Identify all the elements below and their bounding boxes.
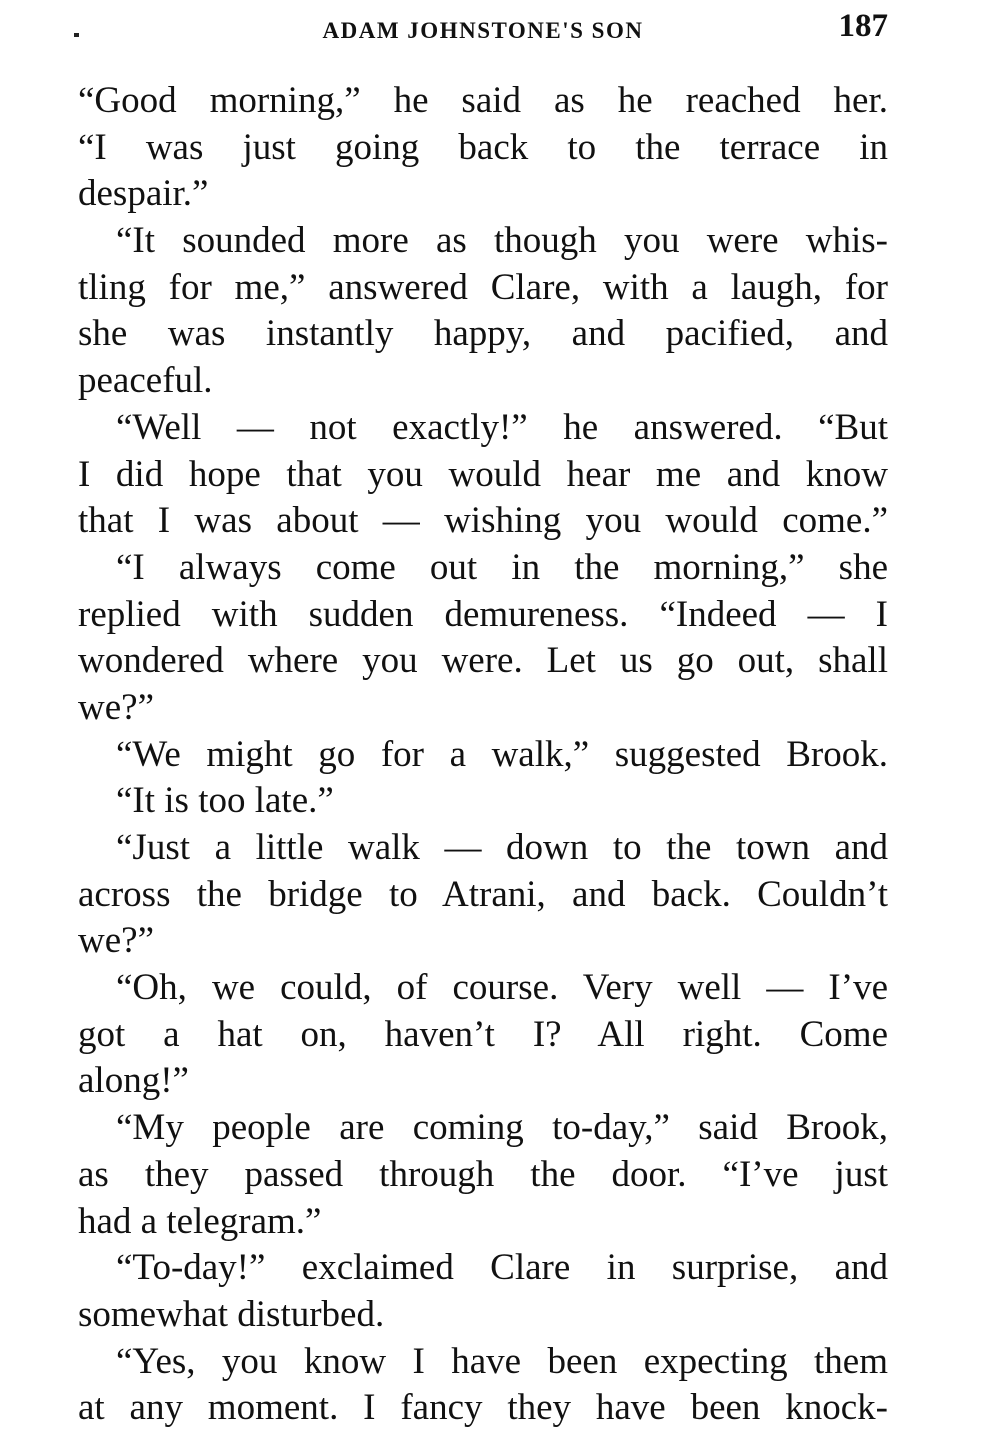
printer-mark: [74, 33, 79, 37]
running-title: ADAM JOHNSTONE'S SON: [322, 18, 644, 43]
text-line: she was instantly happy, and pacified, and: [78, 313, 888, 355]
text-line: “It is too late.”: [116, 780, 334, 822]
text-line: had a telegram.”: [78, 1200, 322, 1242]
text-line: “Yes, you know I have been expecting them: [116, 1340, 888, 1382]
text-line: along!”: [78, 1060, 189, 1102]
text-line: at any moment. I fancy they have been knock-: [78, 1387, 888, 1429]
text-line: “Oh, we could, of course. Very well — I’ve: [116, 967, 888, 1009]
text-line: as they passed through the door. “I’ve just: [78, 1153, 888, 1195]
text-line: peaceful.: [78, 360, 213, 402]
page-number: 187: [838, 8, 888, 44]
text-line: despair.”: [78, 173, 209, 215]
text-line: “I was just going back to the terrace in: [78, 126, 888, 168]
text-line: replied with sudden demureness. “Indeed — I: [78, 593, 888, 635]
text-line: “I always come out in the morning,” she: [116, 546, 888, 588]
text-line: somewhat disturbed.: [78, 1293, 385, 1335]
body-text: [78, 78, 888, 1432]
running-header: [78, 8, 888, 48]
text-line: across the bridge to Atrani, and back. Couldn’t: [78, 873, 888, 915]
text-line: wondered where you were. Let us go out, shall: [78, 640, 888, 682]
text-line: tling for me,” answered Clare, with a laugh, for: [78, 266, 888, 308]
text-line: “To-day!” exclaimed Clare in surprise, and: [116, 1247, 888, 1289]
text-line: “My people are coming to-day,” said Brook,: [116, 1107, 888, 1149]
text-line: “Good morning,” he said as he reached her.: [78, 80, 888, 121]
text-line: got a hat on, haven’t I? All right. Come: [78, 1013, 888, 1055]
text-line: that I was about — wishing you would come.”: [78, 500, 888, 542]
text-line: we?”: [78, 686, 154, 728]
text-line: “Well — not exactly!” he answered. “But: [116, 406, 888, 448]
text-line: we?”: [78, 920, 154, 962]
text-line: I did hope that you would hear me and know: [78, 453, 888, 495]
text-line: “It sounded more as though you were whis-: [116, 220, 888, 262]
text-line: “We might go for a walk,” suggested Brook.: [116, 733, 888, 775]
text-line: “Just a little walk — down to the town and: [116, 827, 888, 868]
